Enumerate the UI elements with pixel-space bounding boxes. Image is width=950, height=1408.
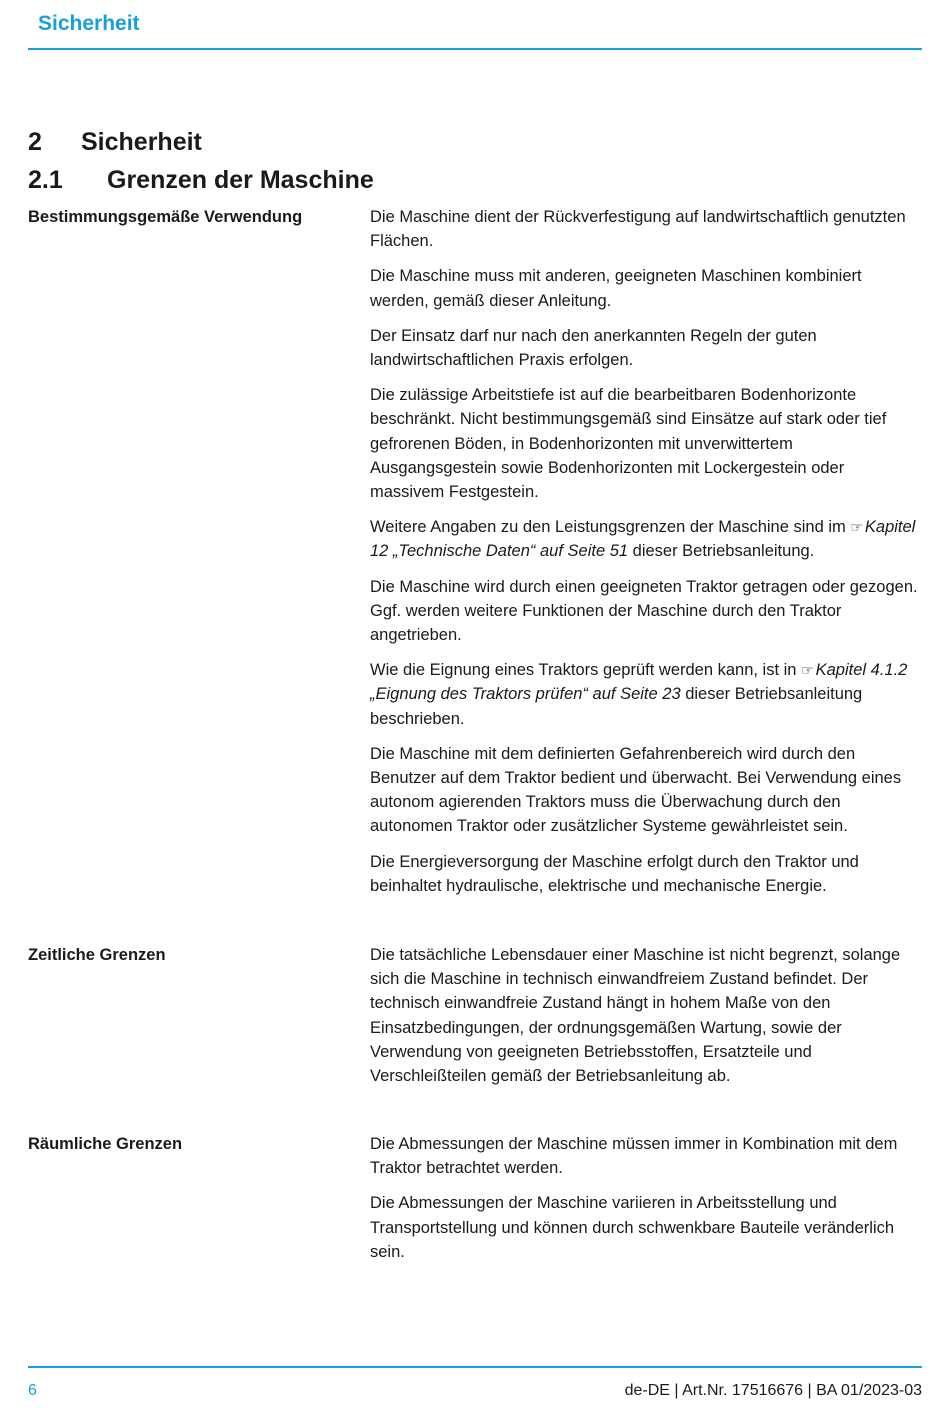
paragraph-text: Weitere Angaben zu den Leistungsgrenzen der Maschine sind im <box>370 518 851 537</box>
paragraph: Die tatsächliche Lebensdauer einer Maschine ist nicht begrenzt, solange sich die Maschine in technisch einwandfreiem Zustand befindet. Der technisch einwandfreie Zustand hängt in hohem Maße von den Einsatzbedingungen, der ordnungsgemäßen Wartung, sowie der Verwendung von geeigneten Betriebsstoffen, Ersatzteile und Verschleißteilen gemäß der Betriebsanleitung ab. <box>370 946 901 1086</box>
running-header-title: Sicherheit <box>38 12 140 35</box>
paragraph-text: dieser Betriebsanleitung beschrieben. <box>370 685 863 728</box>
paragraph-text: dieser Betriebsanleitung. <box>628 542 815 561</box>
paragraph-with-cross-reference <box>370 515 922 563</box>
paragraph-with-cross-reference <box>370 658 922 731</box>
header-rule <box>28 48 922 50</box>
footer-rule <box>28 1366 922 1368</box>
document-info: de-DE | Art.Nr. 17516676 | BA 01/2023-03 <box>624 1382 922 1399</box>
paragraph: Die Energieversorgung der Maschine erfolgt durch den Traktor und beinhaltet hydraulische, elektrische und mechanische Energie. <box>370 852 859 895</box>
paragraph-text: Wie die Eignung eines Traktors geprüft werden kann, ist in <box>370 661 802 680</box>
paragraph: Der Einsatz darf nur nach den anerkannten Regeln der guten landwirtschaftlichen Praxis erfolgen. <box>370 326 817 370</box>
chapter-number: 2 <box>28 128 42 156</box>
section-label: Bestimmungsgemäße Verwendung <box>28 208 303 226</box>
paragraph: Die Maschine muss mit anderen, geeigneten Maschinen kombiniert werden, gemäß dieser Anleitung. <box>370 267 862 310</box>
hand-pointing-icon: ☞ <box>850 519 863 536</box>
section-number: 2.1 <box>28 166 63 194</box>
section-body <box>370 943 922 1099</box>
paragraph: Die zulässige Arbeitstiefe ist auf die bearbeitbaren Bodenhorizonte beschränkt. Nicht bestimmungsgemäß sind Einsätze auf stark oder tief gefrorenen Böden, in Bodenhorizonten mit unverwittertem Ausgangsgestein sowie Bodenhorizonten mit Lockergestein oder massivem Festgestein. <box>370 386 887 502</box>
paragraph: Die Abmessungen der Maschine müssen immer in Kombination mit dem Traktor betrachtet werden. <box>370 1135 898 1178</box>
page-number: 6 <box>28 1382 37 1399</box>
section-heading <box>28 166 374 195</box>
cross-reference-text: Kapitel 4.1.2 „Eignung des Traktors prüfen“ auf Seite 23 <box>370 661 908 704</box>
chapter-title: Sicherheit <box>81 128 202 156</box>
paragraph: Die Maschine mit dem definierten Gefahrenbereich wird durch den Benutzer auf dem Traktor bedient und überwacht. Bei Verwendung eines autonom agierenden Traktors muss die Überwachung durch den autonomen Traktor oder zusätzlicher Systeme gewährleistet sein. <box>370 744 902 836</box>
section-label: Räumliche Grenzen <box>28 1135 183 1153</box>
paragraph: Die Abmessungen der Maschine variieren in Arbeitsstellung und Transportstellung und können durch schwenkbare Bauteile veränderlich sein. <box>370 1194 895 1261</box>
section-label: Zeitliche Grenzen <box>28 946 166 964</box>
chapter-heading <box>28 128 202 157</box>
paragraph: Die Maschine wird durch einen geeigneten Traktor getragen oder gezogen. Ggf. werden weitere Funktionen der Maschine durch den Traktor angetrieben. <box>370 577 918 645</box>
section-title: Grenzen der Maschine <box>107 166 374 194</box>
hand-pointing-icon: ☞ <box>801 662 814 679</box>
section-body <box>370 1132 922 1275</box>
section-body <box>370 205 922 909</box>
cross-reference-text: Kapitel 12 „Technische Daten“ auf Seite 51 <box>370 518 916 561</box>
paragraph: Die Maschine dient der Rückverfestigung auf landwirtschaftlich genutzten Flächen. <box>370 208 906 251</box>
